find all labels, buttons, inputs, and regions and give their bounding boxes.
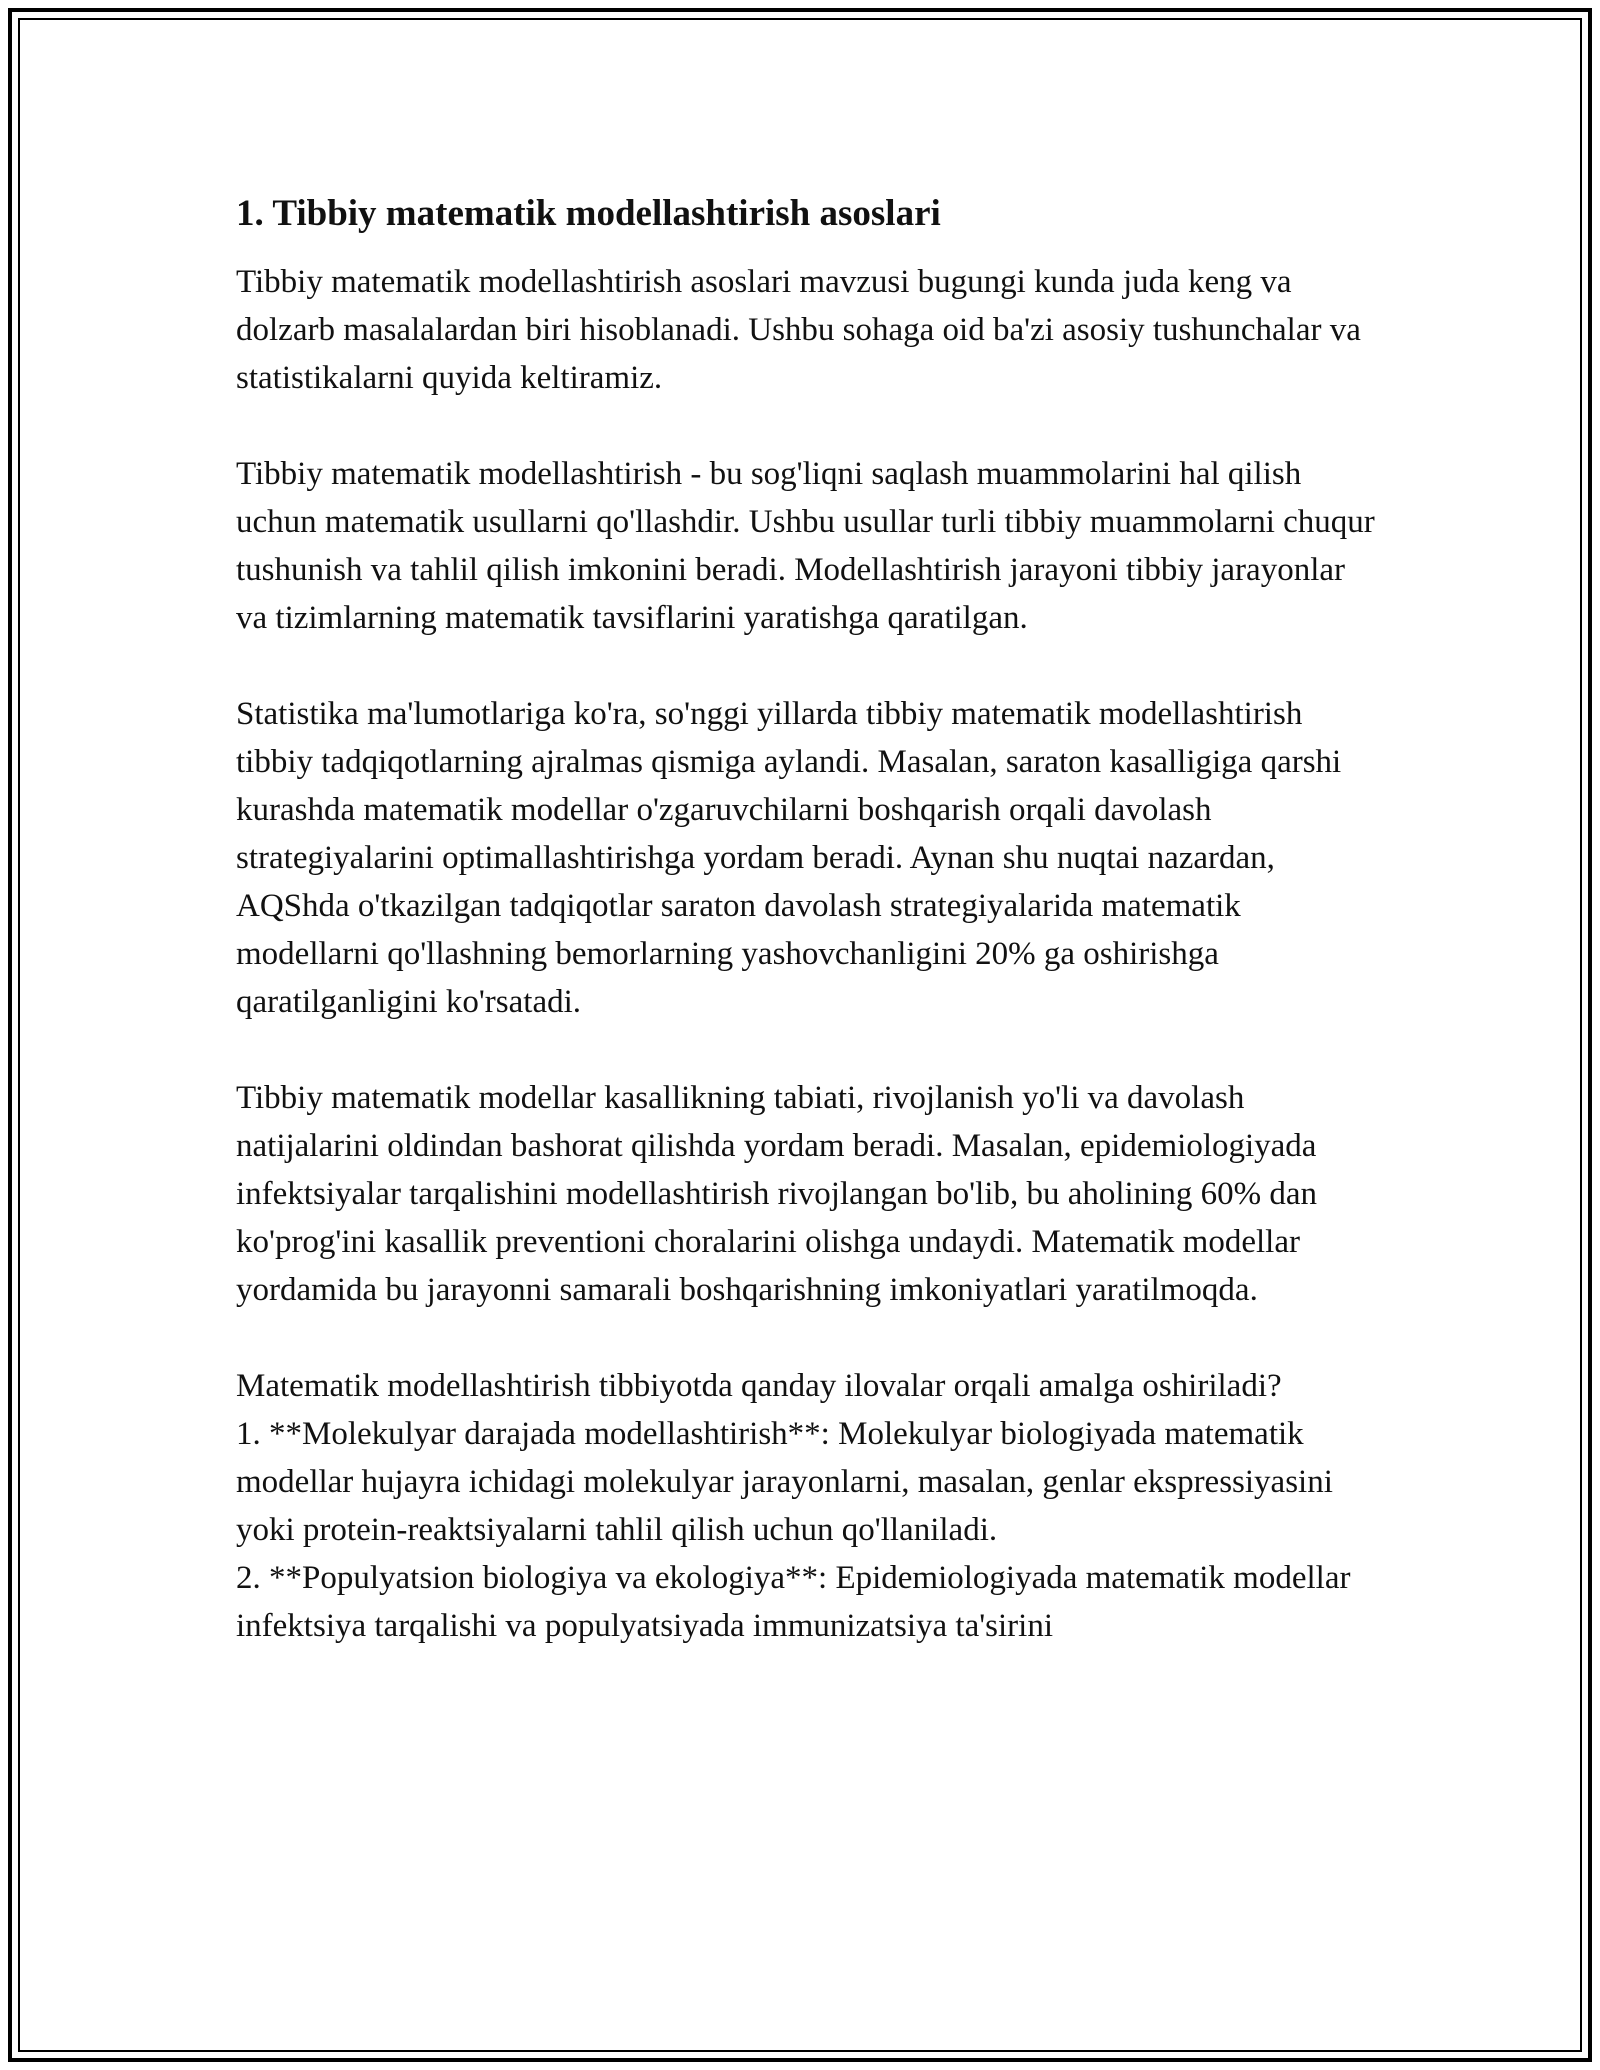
- paragraph-definition: Tibbiy matematik modellashtirish - bu sog'liqni saqlash muammolarini hal qilish uchun matematik usullarni qo'llashdir. Ushbu usullar turli tibbiy muammolarni chuqur tushunish va tahlil qilish imkonini beradi. Modellashtirish jarayoni tibbiy jarayonlar va tizimlarning matematik tavsiflarini yaratishga qaratilgan.: [236, 456, 1375, 636]
- paragraph-statistics: Statistika ma'lumotlariga ko'ra, so'nggi yillarda tibbiy matematik modellashtirish tibbiy tadqiqotlarning ajralmas qismiga aylandi. Masalan, saraton kasalligiga qarshi kurashda matematik modellar o'zgaruvchilarni boshqarish orqali davolash strategiyalarini optimallashtirishga yordam beradi. Aynan shu nuqtai nazardan, AQShda o'tkazilgan tadqiqotlar saraton davolash strategiyalarida matematik modellarni qo'llashning bemorlarning yashovchanligini 20% ga oshirishga qaratilganligini ko'rsatadi.: [236, 696, 1342, 1020]
- paragraph-intro: Tibbiy matematik modellashtirish asoslari mavzusi bugungi kunda juda keng va dolzarb masalalardan biri hisoblanadi. Ushbu sohaga oid ba'zi asosiy tushunchalar va statistikalarni quyida keltiramiz.: [236, 264, 1361, 396]
- paragraph-applications: Matematik modellashtirish tibbiyotda qanday ilovalar orqali amalga oshiriladi? 1. **Molekulyar darajada modellashtirish**: Molekulyar biologiyada matematik modellar hujayra ichidagi molekulyar jarayonlarni, masalan, genlar ekspressiyasini yoki protein-reaktsiyalarni tahlil qilish uchun qo'llaniladi. 2. **Populyatsion biologiya va ekologiya**: Epidemiologiyada matematik modellar infektsiya tarqalishi va populyatsiyada immunizatsiya ta'sirini: [236, 1368, 1351, 1644]
- document-body: [236, 190, 1376, 1650]
- page-title: 1. Tibbiy matematik modellashtirish asoslari: [236, 193, 941, 234]
- paragraph-prediction: Tibbiy matematik modellar kasallikning tabiati, rivojlanish yo'li va davolash natijalarini oldindan bashorat qilishda yordam beradi. Masalan, epidemiologiyada infektsiyalar tarqalishini modellashtirish rivojlangan bo'lib, bu aholining 60% dan ko'prog'ini kasallik preventioni choralarini olishga undaydi. Matematik modellar yordamida bu jarayonni samarali boshqarishning imkoniyatlari yaratilmoqda.: [236, 1080, 1317, 1308]
